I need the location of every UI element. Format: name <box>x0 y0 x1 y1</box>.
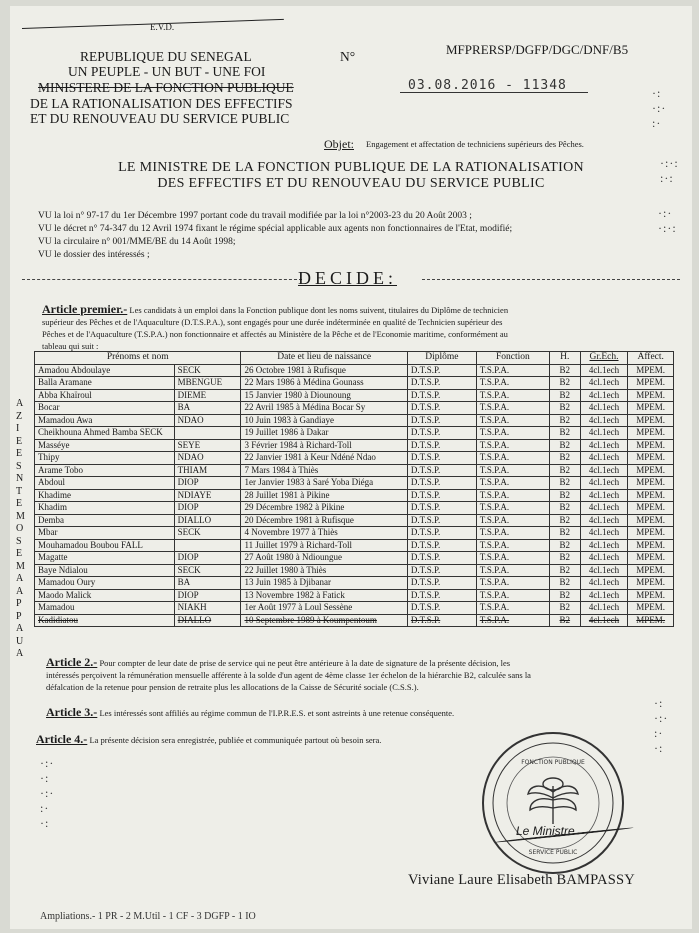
article-2-label: Article 2.- <box>46 655 98 669</box>
margin-char: P <box>16 598 22 609</box>
last-name-cell: DIOP <box>174 502 241 515</box>
birth-cell: 27 Août 1980 à Ndioungue <box>241 552 407 565</box>
article-2-line-2: intéressés perçoivent la rémunération mensuelle afférente à la solde d'un agent de 4ème classe 1er échelon de la hiérarchie B2, calculée sans la <box>46 670 531 680</box>
reference-line-1: VU la loi n° 97-17 du 1er Décembre 1997 portant code du travail modifiée par la loi n°2003-23 du 20 Août 2003 ; <box>38 211 472 221</box>
signatory-name: Viviane Laure Elisabeth BAMPASSY <box>408 872 635 888</box>
function-cell: T.S.P.A. <box>476 514 549 527</box>
margin-char: A <box>16 573 24 584</box>
col-header-name: Prénoms et nom <box>35 352 241 365</box>
svg-text:FONCTION PUBLIQUE: FONCTION PUBLIQUE <box>521 759 585 766</box>
birth-cell: 4 Novembre 1977 à Thiès <box>241 527 407 540</box>
assignment-cell: MPEM. <box>628 489 674 502</box>
hierarchy-cell: B2 <box>549 439 580 452</box>
diploma-cell: D.T.S.P. <box>407 402 476 415</box>
article-4-text: La présente décision sera enregistrée, publiée et communiquée partout où besoin sera. <box>89 735 382 745</box>
table-row <box>35 614 674 627</box>
hierarchy-cell: B2 <box>549 427 580 440</box>
article-4 <box>36 734 381 746</box>
grade-cell: 4cl.1ech <box>580 527 628 540</box>
margin-char: A <box>16 648 24 659</box>
birth-cell: 11 Juillet 1979 à Richard-Toll <box>241 539 407 552</box>
article-1-line-1 <box>42 304 508 316</box>
assignment-cell: MPEM. <box>628 614 674 627</box>
margin-char: A <box>16 398 24 409</box>
decide-dashes-left <box>22 279 302 280</box>
table-row <box>35 514 674 527</box>
last-name-cell: BA <box>174 577 241 590</box>
table-row <box>35 477 674 490</box>
margin-char: E <box>16 448 23 459</box>
margin-char: I <box>16 423 20 434</box>
last-name-cell: SEYE <box>174 439 241 452</box>
grade-cell: 4cl.1ech <box>580 489 628 502</box>
birth-cell: 7 Mars 1984 à Thiès <box>241 464 407 477</box>
first-name-cell: Abba Khaïroul <box>35 389 175 402</box>
assignment-cell: MPEM. <box>628 602 674 615</box>
last-name-cell: DIEME <box>174 389 241 402</box>
document-page <box>10 6 692 929</box>
margin-char: U <box>16 635 24 647</box>
article-2-text: Pour compter de leur date de prise de service qui ne peut être antérieure à la date de signature de la présente décision, les <box>99 658 511 668</box>
margin-char: A <box>16 623 24 634</box>
personnel-table <box>34 351 674 627</box>
margin-char: E <box>16 548 23 559</box>
last-name-cell: NDAO <box>174 414 241 427</box>
object-label: Objet: <box>324 137 354 151</box>
first-name-cell: Masséye <box>35 439 175 452</box>
function-cell: T.S.P.A. <box>476 502 549 515</box>
function-cell: T.S.P.A. <box>476 402 549 415</box>
last-name-cell: NIAKH <box>174 602 241 615</box>
first-name-cell: Magatte <box>35 552 175 565</box>
function-cell: T.S.P.A. <box>476 552 549 565</box>
hierarchy-cell: B2 <box>549 402 580 415</box>
birth-cell: 10 Septembre 1989 à Koumpentoum <box>241 614 407 627</box>
punch-dots-right-4: ·: ·:· :· ·: <box>654 696 669 755</box>
function-cell: T.S.P.A. <box>476 527 549 540</box>
punch-dots-right-3: ·:· ·:·: <box>658 206 677 235</box>
hierarchy-cell: B2 <box>549 377 580 390</box>
article-4-label: Article 4.- <box>36 732 88 746</box>
table-header-row <box>35 352 674 365</box>
ministry-line-2: DE LA RATIONALISATION DES EFFECTIFS <box>30 96 293 111</box>
birth-cell: 22 Mars 1986 à Médina Gounass <box>241 377 407 390</box>
last-name-cell: THIAM <box>174 464 241 477</box>
hierarchy-cell: B2 <box>549 564 580 577</box>
assignment-cell: MPEM. <box>628 402 674 415</box>
function-cell: T.S.P.A. <box>476 364 549 377</box>
diploma-cell: D.T.S.P. <box>407 364 476 377</box>
birth-cell: 15 Janvier 1980 à Diounoung <box>241 389 407 402</box>
table-row <box>35 502 674 515</box>
article-1-line-4: tableau qui suit : <box>42 341 99 351</box>
birth-cell: 1er Août 1977 à Loul Sessène <box>241 602 407 615</box>
article-2-line-1 <box>46 657 510 669</box>
hierarchy-cell: B2 <box>549 452 580 465</box>
number-label: N° <box>340 49 356 64</box>
hierarchy-cell: B2 <box>549 502 580 515</box>
grade-cell: 4cl.1ech <box>580 577 628 590</box>
birth-cell: 28 Juillet 1981 à Pikine <box>241 489 407 502</box>
table-row <box>35 564 674 577</box>
ministry-line-3: ET DU RENOUVEAU DU SERVICE PUBLIC <box>30 111 290 126</box>
grade-cell: 4cl.1ech <box>580 602 628 615</box>
grade-cell: 4cl.1ech <box>580 564 628 577</box>
assignment-cell: MPEM. <box>628 477 674 490</box>
grade-cell: 4cl.1ech <box>580 477 628 490</box>
grade-cell: 4cl.1ech <box>580 439 628 452</box>
diploma-cell: D.T.S.P. <box>407 489 476 502</box>
grade-cell: 4cl.1ech <box>580 502 628 515</box>
function-cell: T.S.P.A. <box>476 477 549 490</box>
function-cell: T.S.P.A. <box>476 577 549 590</box>
last-name-cell: MBENGUE <box>174 377 241 390</box>
grade-cell: 4cl.1ech <box>580 452 628 465</box>
table-row <box>35 539 674 552</box>
grade-cell: 4cl.1ech <box>580 539 628 552</box>
official-seal <box>478 728 628 878</box>
grade-cell: 4cl.1ech <box>580 464 628 477</box>
table-row <box>35 414 674 427</box>
article-2-line-3: défalcation de la retenue pour pension de retraite plus les allocations de la Caisse de Sécurité sociale (C.S.S.). <box>46 682 419 692</box>
last-name-cell: NDIAYE <box>174 489 241 502</box>
document-title-line-1: LE MINISTRE DE LA FONCTION PUBLIQUE DE LA RATIONALISATION <box>118 160 584 175</box>
last-name-cell <box>174 539 241 552</box>
last-name-cell: DIOP <box>174 589 241 602</box>
function-cell: T.S.P.A. <box>476 414 549 427</box>
table-row <box>35 552 674 565</box>
assignment-cell: MPEM. <box>628 389 674 402</box>
first-name-cell: Demba <box>35 514 175 527</box>
function-cell: T.S.P.A. <box>476 614 549 627</box>
hierarchy-cell: B2 <box>549 477 580 490</box>
assignment-cell: MPEM. <box>628 377 674 390</box>
reference-line-4: VU le dossier des intéressés ; <box>38 250 150 260</box>
first-name-cell: Amadou Abdoulaye <box>35 364 175 377</box>
article-3-text: Les intéressés sont affiliés au régime commun de l'I.P.R.E.S. et sont astreints à une retenue conséquente. <box>99 708 455 718</box>
margin-char: E <box>16 498 23 509</box>
article-3 <box>46 707 454 719</box>
diploma-cell: D.T.S.P. <box>407 577 476 590</box>
assignment-cell: MPEM. <box>628 527 674 540</box>
last-name-cell: SECK <box>174 527 241 540</box>
function-cell: T.S.P.A. <box>476 389 549 402</box>
birth-cell: 10 Juin 1983 à Gandiaye <box>241 414 407 427</box>
hierarchy-cell: B2 <box>549 589 580 602</box>
birth-cell: 13 Novembre 1982 à Fatick <box>241 589 407 602</box>
grade-cell: 4cl.1ech <box>580 514 628 527</box>
article-1-line-3: Pêches et de l'Aquaculture (T.S.P.A.) non fonctionnaire et affectés au Ministère de la Pêche et de l'Economie maritime, conformément au <box>42 329 508 339</box>
assignment-cell: MPEM. <box>628 502 674 515</box>
first-name-cell: Mamadou Awa <box>35 414 175 427</box>
assignment-cell: MPEM. <box>628 552 674 565</box>
birth-cell: 19 Juillet 1986 à Dakar <box>241 427 407 440</box>
birth-cell: 22 Juillet 1980 à Thiès <box>241 564 407 577</box>
function-cell: T.S.P.A. <box>476 464 549 477</box>
assignment-cell: MPEM. <box>628 414 674 427</box>
birth-cell: 20 Décembre 1981 à Rufisque <box>241 514 407 527</box>
grade-cell: 4cl.1ech <box>580 427 628 440</box>
table-row <box>35 439 674 452</box>
ministry-line-1: MINISTERE DE LA FONCTION PUBLIQUE <box>38 80 294 95</box>
assignment-cell: MPEM. <box>628 577 674 590</box>
grade-cell: 4cl.1ech <box>580 364 628 377</box>
svg-text:SERVICE PUBLIC: SERVICE PUBLIC <box>528 849 578 856</box>
margin-char: Z <box>16 410 23 422</box>
col-header-birth: Date et lieu de naissance <box>241 352 407 365</box>
birth-cell: 13 Juin 1985 à Djibanar <box>241 577 407 590</box>
table-row <box>35 602 674 615</box>
margin-char: S <box>16 535 22 547</box>
function-cell: T.S.P.A. <box>476 602 549 615</box>
last-name-cell: NDAO <box>174 452 241 465</box>
col-header-diploma: Diplôme <box>407 352 476 365</box>
diploma-cell: D.T.S.P. <box>407 452 476 465</box>
table-row <box>35 489 674 502</box>
margin-char: M <box>16 510 25 522</box>
first-name-cell: Khadim <box>35 502 175 515</box>
col-header-assignment: Affect. <box>628 352 674 365</box>
birth-cell: 1er Janvier 1983 à Saré Yoba Diéga <box>241 477 407 490</box>
punch-dots-right-1: ·: ·:· :· <box>652 86 667 130</box>
hierarchy-cell: B2 <box>549 539 580 552</box>
table-row <box>35 389 674 402</box>
table-row <box>35 452 674 465</box>
function-cell: T.S.P.A. <box>476 589 549 602</box>
col-header-function: Fonction <box>476 352 549 365</box>
diploma-cell: D.T.S.P. <box>407 589 476 602</box>
margin-char: E <box>16 435 23 447</box>
first-name-cell: Mamadou <box>35 602 175 615</box>
seal-caption: Le Ministre <box>516 824 575 838</box>
table-row <box>35 377 674 390</box>
function-cell: T.S.P.A. <box>476 439 549 452</box>
hierarchy-cell: B2 <box>549 489 580 502</box>
first-name-cell: Thipy <box>35 452 175 465</box>
last-name-cell: SECK <box>174 364 241 377</box>
last-name-cell <box>174 427 241 440</box>
decide-dashes-right <box>422 279 680 280</box>
date-stamp: 03.08.2016 - 11348 <box>408 78 567 93</box>
table-row <box>35 527 674 540</box>
evd-label: E.V.D. <box>150 22 175 32</box>
hierarchy-cell: B2 <box>549 577 580 590</box>
table-row <box>35 402 674 415</box>
hierarchy-cell: B2 <box>549 602 580 615</box>
first-name-cell: Khadime <box>35 489 175 502</box>
birth-cell: 22 Avril 1985 à Médina Bocar Sy <box>241 402 407 415</box>
grade-cell: 4cl.1ech <box>580 402 628 415</box>
diploma-cell: D.T.S.P. <box>407 414 476 427</box>
article-3-label: Article 3.- <box>46 705 98 719</box>
birth-cell: 22 Janvier 1981 à Keur Ndéné Ndao <box>241 452 407 465</box>
last-name-cell: DIALLO <box>174 614 241 627</box>
assignment-cell: MPEM. <box>628 514 674 527</box>
date-stamp-rule <box>400 92 588 93</box>
assignment-cell: MPEM. <box>628 364 674 377</box>
first-name-cell: Abdoul <box>35 477 175 490</box>
diploma-cell: D.T.S.P. <box>407 377 476 390</box>
punch-dots-left: ·:· ·: ·:· :· ·: <box>40 756 55 830</box>
assignment-cell: MPEM. <box>628 564 674 577</box>
margin-char: M <box>16 560 25 572</box>
birth-cell: 29 Décembre 1982 à Pikine <box>241 502 407 515</box>
first-name-cell: Kadidiatou <box>35 614 175 627</box>
diploma-cell: D.T.S.P. <box>407 389 476 402</box>
punch-dots-right-2: ·:·: :·: <box>660 156 679 185</box>
diploma-cell: D.T.S.P. <box>407 427 476 440</box>
assignment-cell: MPEM. <box>628 439 674 452</box>
first-name-cell: Bocar <box>35 402 175 415</box>
function-cell: T.S.P.A. <box>476 564 549 577</box>
table-row <box>35 464 674 477</box>
margin-char: T <box>16 485 23 497</box>
motto: UN PEUPLE - UN BUT - UNE FOI <box>68 64 266 79</box>
function-cell: T.S.P.A. <box>476 427 549 440</box>
diploma-cell: D.T.S.P. <box>407 539 476 552</box>
col-header-h: H. <box>549 352 580 365</box>
hierarchy-cell: B2 <box>549 614 580 627</box>
margin-char: P <box>16 610 22 622</box>
last-name-cell: SECK <box>174 564 241 577</box>
decide-heading: DECIDE: <box>298 268 397 288</box>
margin-char: S <box>16 460 22 472</box>
assignment-cell: MPEM. <box>628 464 674 477</box>
grade-cell: 4cl.1ech <box>580 614 628 627</box>
hierarchy-cell: B2 <box>549 414 580 427</box>
diploma-cell: D.T.S.P. <box>407 502 476 515</box>
first-name-cell: Maodo Malick <box>35 589 175 602</box>
function-cell: T.S.P.A. <box>476 377 549 390</box>
article-1-label: Article premier.- <box>42 302 128 316</box>
diploma-cell: D.T.S.P. <box>407 552 476 565</box>
grade-cell: 4cl.1ech <box>580 589 628 602</box>
diploma-cell: D.T.S.P. <box>407 564 476 577</box>
reference-code: MFPRERSP/DGFP/DGC/DNF/B5 <box>446 42 629 57</box>
reference-line-2: VU le décret n° 74-347 du 12 Avril 1974 fixant le régime spécial applicable aux agents non fonctionnaires de l'Etat, modifié; <box>38 224 513 234</box>
first-name-cell: Mbar <box>35 527 175 540</box>
table-row <box>35 364 674 377</box>
diploma-cell: D.T.S.P. <box>407 464 476 477</box>
first-name-cell: Arame Tobo <box>35 464 175 477</box>
margin-char: O <box>16 523 24 534</box>
diploma-cell: D.T.S.P. <box>407 439 476 452</box>
diploma-cell: D.T.S.P. <box>407 527 476 540</box>
table-row <box>35 427 674 440</box>
margin-char: N <box>16 473 24 484</box>
last-name-cell: DIOP <box>174 477 241 490</box>
diploma-cell: D.T.S.P. <box>407 514 476 527</box>
diploma-cell: D.T.S.P. <box>407 614 476 627</box>
table-row <box>35 589 674 602</box>
article-1-line-2: supérieur des Pêches et de l'Aquaculture (D.T.S.P.A.), sont engagés pour une durée indéterminée en qualité de Technicien supérieur des <box>42 317 503 327</box>
last-name-cell: DIALLO <box>174 514 241 527</box>
birth-cell: 3 Février 1984 à Richard-Toll <box>241 439 407 452</box>
assignment-cell: MPEM. <box>628 427 674 440</box>
grade-cell: 4cl.1ech <box>580 552 628 565</box>
assignment-cell: MPEM. <box>628 589 674 602</box>
first-name-cell: Balla Aramane <box>35 377 175 390</box>
first-name-cell: Mamadou Oury <box>35 577 175 590</box>
grade-cell: 4cl.1ech <box>580 414 628 427</box>
grade-cell: 4cl.1ech <box>580 377 628 390</box>
reference-line-3: VU la circulaire n° 001/MME/BE du 14 Août 1998; <box>38 237 236 247</box>
col-header-grade: Gr.Ech. <box>580 352 628 365</box>
table-row <box>35 577 674 590</box>
object-text: Engagement et affectation de techniciens supérieurs des Pêches. <box>366 139 584 149</box>
hierarchy-cell: B2 <box>549 364 580 377</box>
function-cell: T.S.P.A. <box>476 539 549 552</box>
margin-char: A <box>16 585 24 597</box>
article-1-text: Les candidats à un emploi dans la Fonction publique dont les noms suivent, titulaires du Diplôme de technicien <box>129 305 509 315</box>
diploma-cell: D.T.S.P. <box>407 477 476 490</box>
function-cell: T.S.P.A. <box>476 452 549 465</box>
last-name-cell: DIOP <box>174 552 241 565</box>
hierarchy-cell: B2 <box>549 527 580 540</box>
diploma-cell: D.T.S.P. <box>407 602 476 615</box>
function-cell: T.S.P.A. <box>476 489 549 502</box>
assignment-cell: MPEM. <box>628 452 674 465</box>
republic-title: REPUBLIQUE DU SENEGAL <box>80 49 252 64</box>
hierarchy-cell: B2 <box>549 389 580 402</box>
document-title-line-2: DES EFFECTIFS ET DU RENOUVEAU DU SERVICE PUBLIC <box>157 176 545 191</box>
hierarchy-cell: B2 <box>549 514 580 527</box>
first-name-cell: Cheikhouna Ahmed Bamba SECK <box>35 427 175 440</box>
assignment-cell: MPEM. <box>628 539 674 552</box>
first-name-cell: Baye Ndialou <box>35 564 175 577</box>
hierarchy-cell: B2 <box>549 464 580 477</box>
first-name-cell: Mouhamadou Boubou FALL <box>35 539 175 552</box>
birth-cell: 26 Octobre 1981 à Rufisque <box>241 364 407 377</box>
grade-cell: 4cl.1ech <box>580 389 628 402</box>
last-name-cell: BA <box>174 402 241 415</box>
hierarchy-cell: B2 <box>549 552 580 565</box>
ampliations-footer: Ampliations.- 1 PR - 2 M.Util - 1 CF - 3 DGFP - 1 IO <box>40 911 256 922</box>
